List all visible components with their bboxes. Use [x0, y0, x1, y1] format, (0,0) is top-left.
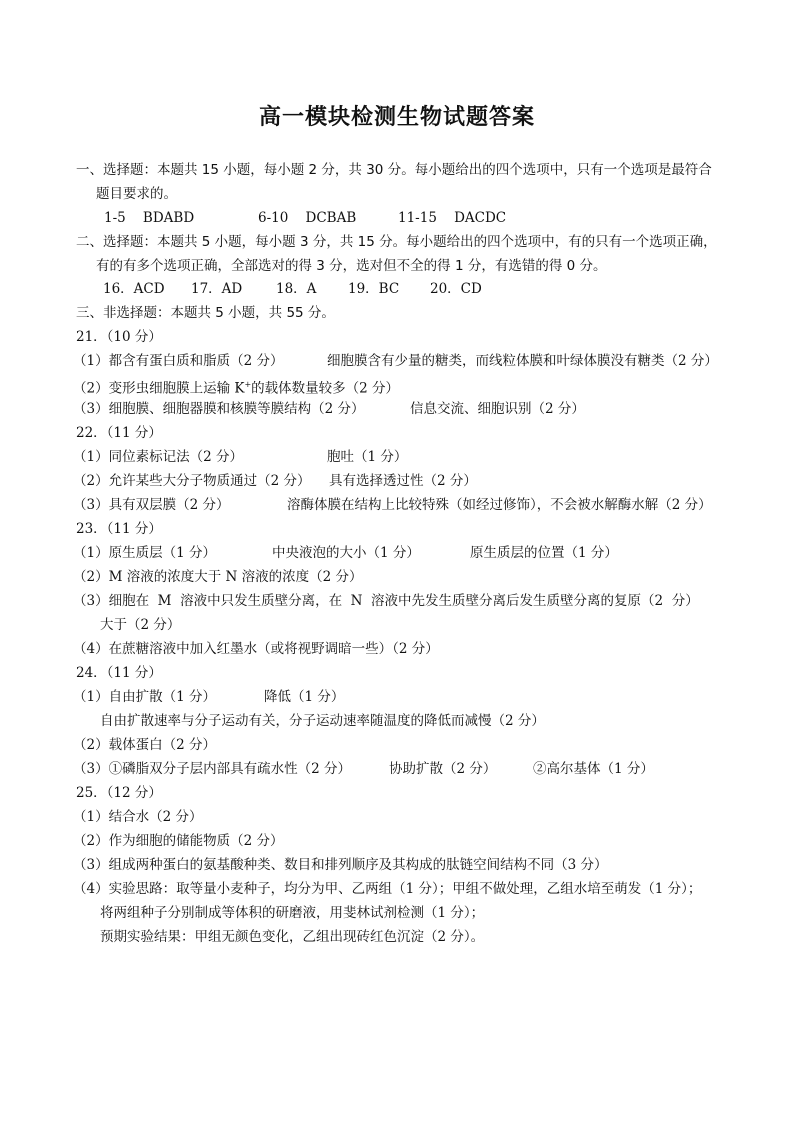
q24-answer-3a: （3）①磷脂双分子层内部具有疏水性（2 分） — [73, 761, 351, 777]
q25-answer-3: （3）组成两种蛋白的氨基酸种类、数目和排列顺序及其构成的肽链空间结构不同（3 分） — [73, 857, 608, 873]
q24-answer-1b: 降低（1 分） — [264, 689, 345, 705]
section1-answer-3: 11-15 DACDC — [398, 210, 507, 226]
q21-header: 21．（10 分） — [76, 329, 162, 345]
q21-answer-3a: （3）细胞膜、细胞器膜和核膜等膜结构（2 分） — [73, 401, 365, 417]
q22-answer-1b: 胞吐（1 分） — [327, 449, 408, 465]
q24-answer-2: （2）载体蛋白（2 分） — [73, 737, 216, 753]
q23-answer-1a: （1）原生质层（1 分） — [73, 545, 216, 561]
q22-answer-2b: 具有选择透过性（2 分） — [329, 473, 477, 489]
q23-answer-4: （4）在蔗糖溶液中加入红墨水（或将视野调暗一些）（2 分） — [73, 641, 439, 657]
section2-answer-20: 20．CD — [430, 281, 482, 297]
q22-answer-3b: 溶酶体膜在结构上比较特殊（如经过修饰），不会被水解酶水解（2 分） — [287, 497, 712, 513]
section1-line1: 一、选择题：本题共 15 小题，每小题 2 分，共 30 分。每小题给出的四个选项中，只有一个选项是最符合 — [76, 162, 712, 178]
q25-answer-1: （1）结合水（2 分） — [73, 809, 203, 825]
q21-answer-1b: 细胞膜含有少量的糖类，而线粒体膜和叶绿体膜没有糖类（2 分） — [327, 353, 718, 369]
section2-line2: 有的有多个选项正确，全部选对的得 3 分，选对但不全的得 1 分，有选错的得 0 分。 — [96, 258, 607, 274]
q23-answer-3b: 大于（2 分） — [100, 617, 181, 633]
q23-answer-1b: 中央液泡的大小（1 分） — [272, 545, 420, 561]
section1-answer-2: 6-10 DCBAB — [258, 210, 357, 226]
q22-answer-1a: （1）同位素标记法（2 分） — [73, 449, 243, 465]
q24-answer-1c: 自由扩散速率与分子运动有关，分子运动速率随温度的降低而减慢（2 分） — [100, 713, 545, 729]
q22-answer-3a: （3）具有双层膜（2 分） — [73, 497, 230, 513]
section1-answer-1: 1-5 BDABD — [104, 210, 195, 226]
q21-answer-2: （2）变形虫细胞膜上运输 K+的载体数量较多（2 分） — [73, 380, 400, 397]
section2-answer-16: 16．ACD — [103, 281, 165, 297]
q23-answer-1c: 原生质层的位置（1 分） — [470, 545, 618, 561]
section2-answer-19: 19．BC — [348, 281, 400, 297]
q22-answer-2a: （2）允许某些大分子物质通过（2 分） — [73, 473, 311, 489]
q22-header: 22．（11 分） — [76, 425, 162, 441]
section2-answer-18: 18．A — [276, 281, 317, 297]
q25-header: 25．（12 分） — [76, 785, 162, 801]
q23-answer-3: （3）细胞在 M 溶液中只发生质壁分离，在 N 溶液中先发生质壁分离后发生质壁分离的复原（2 分） — [73, 593, 699, 609]
q25-answer-6: 预期实验结果：甲组无颜色变化，乙组出现砖红色沉淀（2 分）。 — [100, 929, 485, 945]
section1-line2: 题目要求的。 — [96, 186, 177, 202]
page-title: 高一模块检测生物试题答案 — [258, 105, 535, 130]
q24-answer-1a: （1）自由扩散（1 分） — [73, 689, 216, 705]
q25-answer-4: （4）实验思路：取等量小麦种子，均分为甲、乙两组（1 分）；甲组不做处理，乙组水培至萌发（1 分）； — [73, 881, 702, 897]
q23-answer-2: （2）M 溶液的浓度大于 N 溶液的浓度（2 分） — [73, 569, 363, 585]
section2-answer-17: 17．AD — [191, 281, 243, 297]
q25-answer-5: 将两组种子分别制成等体积的研磨液，用斐林试剂检测（1 分）； — [100, 905, 485, 921]
q25-answer-2: （2）作为细胞的储能物质（2 分） — [73, 833, 284, 849]
q21-answer-3b: 信息交流、细胞识别（2 分） — [410, 401, 585, 417]
q24-answer-3b: 协助扩散（2 分） — [389, 761, 497, 777]
section2-line1: 二、选择题：本题共 5 小题，每小题 3 分，共 15 分。每小题给出的四个选项中，有的只有一个选项正确， — [76, 234, 717, 250]
section3-line1: 三、非选择题：本题共 5 小题，共 55 分。 — [76, 305, 335, 321]
q23-header: 23．（11 分） — [76, 521, 162, 537]
q21-answer-1a: （1）都含有蛋白质和脂质（2 分） — [73, 353, 284, 369]
q24-answer-3c: ②高尔基体（1 分） — [533, 761, 654, 777]
q24-header: 24．（11 分） — [76, 665, 162, 681]
